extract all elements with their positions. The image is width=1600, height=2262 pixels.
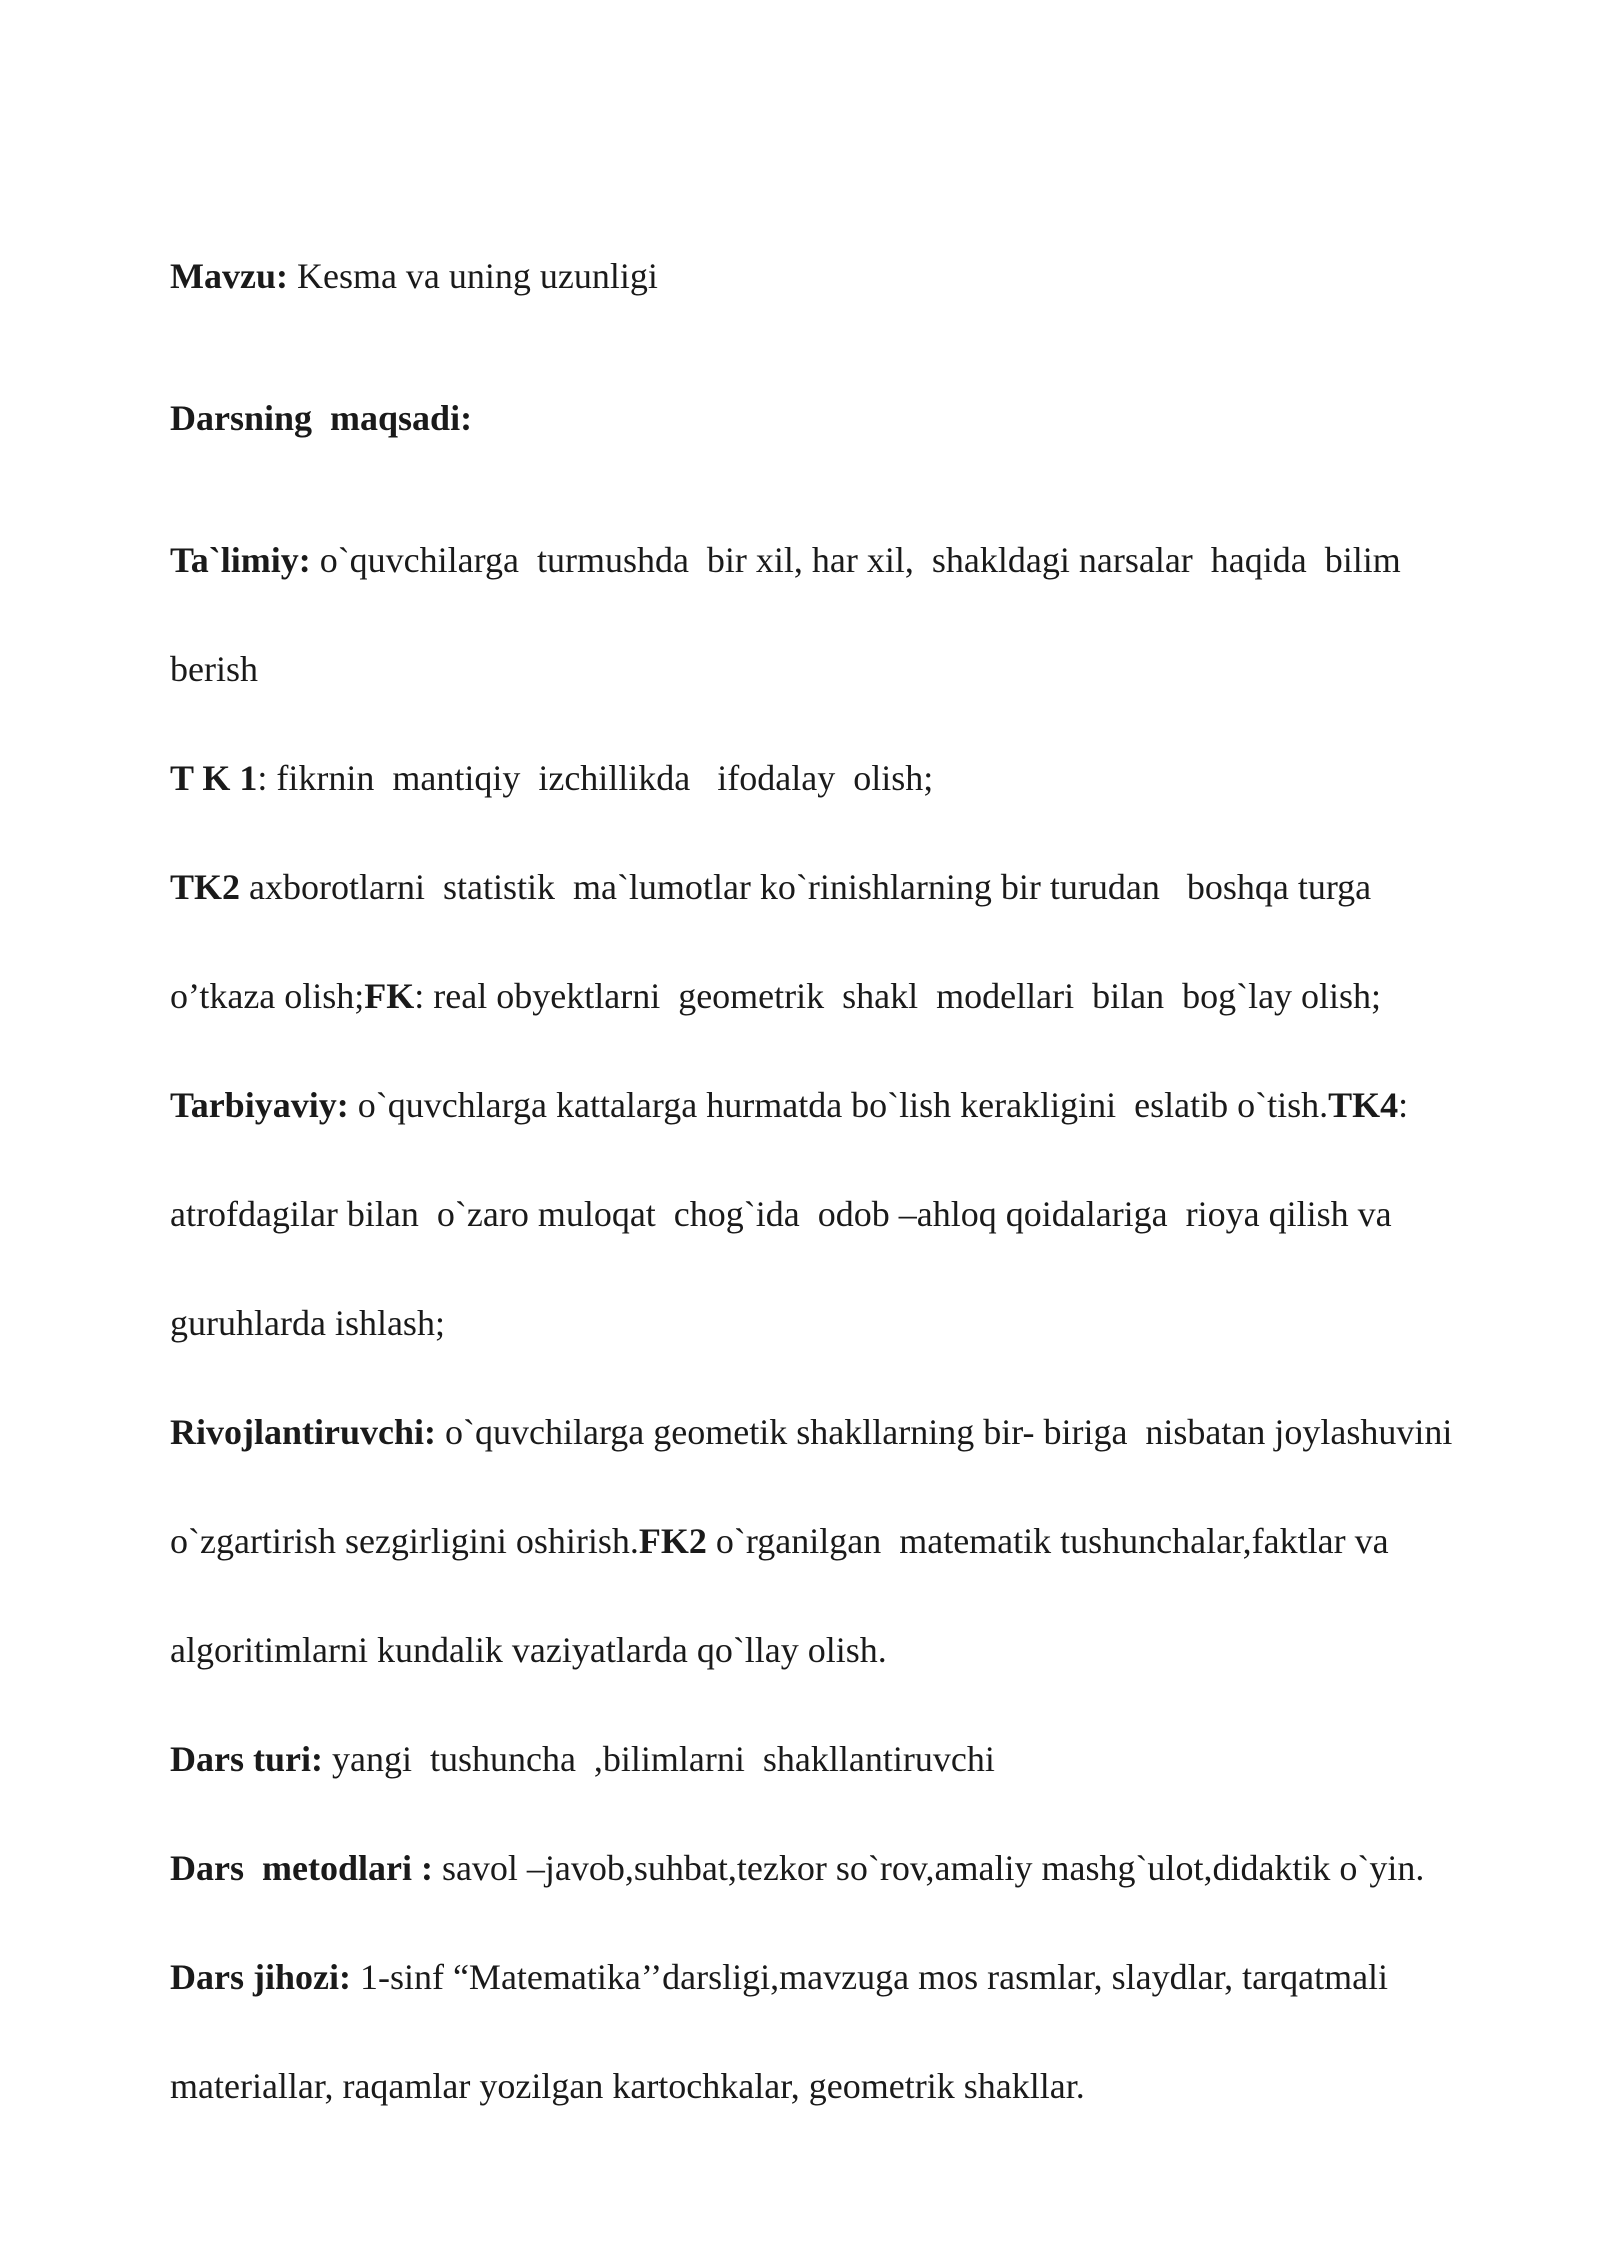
- tk2-text-2: o’tkaza olish;: [170, 976, 365, 1016]
- educational-text-2: berish: [170, 649, 258, 689]
- lesson-equipment-text-1: 1-sinf “Matematika’’darsligi,mavzuga mos rasmlar, slaydlar, tarqatmali: [350, 1957, 1389, 1997]
- lesson-methods-text: savol –javob,suhbat,tezkor so`rov,amaliy mashg`ulot,didaktik o`yin.: [432, 1848, 1425, 1888]
- fk2-label: FK2: [638, 1521, 707, 1561]
- goals-label: Darsning maqsadi:: [170, 398, 473, 438]
- tk4-text-2: guruhlarda ishlash;: [170, 1303, 445, 1343]
- topic-text: Kesma va uning uzunligi: [287, 256, 658, 296]
- fk-text: : real obyektlarni geometrik shakl modellari bilan bog`lay olish;: [414, 976, 1382, 1016]
- tk4-label: TK4: [1328, 1085, 1399, 1125]
- upbringing-text: o`quvchlarga kattalarga hurmatda bo`lish kerakligini eslatib o`tish.: [348, 1085, 1329, 1125]
- developmental-text-1: o`quvchilarga geometik shakllarning bir- biriga nisbatan joylashuvini: [436, 1412, 1453, 1452]
- tk2-text-1: axborotlarni statistik ma`lumotlar ko`rinishlarning bir turudan boshqa turga: [240, 867, 1372, 907]
- topic-line: [134, 210, 658, 342]
- lesson-equipment-line-2: [134, 2020, 1085, 2152]
- lesson-equipment-label: Dars jihozi:: [170, 1957, 351, 1997]
- tk1-text: : fikrnin mantiqiy izchillikda ifodalay olish;: [257, 758, 934, 798]
- tk1-label: T K 1: [170, 758, 258, 798]
- educational-goal-line-1: [134, 494, 1401, 626]
- tk2-label: TK2: [170, 867, 241, 907]
- developmental-text-2: o`zgartirish sezgirligini oshirish.: [170, 1521, 639, 1561]
- lesson-methods-label: Dars metodlari :: [170, 1848, 433, 1888]
- goals-heading: [134, 352, 472, 484]
- lesson-type-text: yangi tushuncha ,bilimlarni shakllantiruvchi: [322, 1739, 995, 1779]
- developmental-label: Rivojlantiruvchi:: [170, 1412, 436, 1452]
- lesson-type-label: Dars turi:: [170, 1739, 323, 1779]
- upbringing-label: Tarbiyaviy:: [170, 1085, 349, 1125]
- tk4-colon: :: [1398, 1085, 1409, 1125]
- fk-label: FK: [364, 976, 415, 1016]
- fk2-text-1: o`rganilgan matematik tushunchalar,faktlar va: [706, 1521, 1389, 1561]
- fk2-text-2: algoritimlarni kundalik vaziyatlarda qo`llay olish.: [170, 1630, 887, 1670]
- topic-label: Mavzu:: [170, 256, 288, 296]
- tk4-text-1: atrofdagilar bilan o`zaro muloqat chog`ida odob –ahloq qoidalariga rioya qilish va: [170, 1194, 1392, 1234]
- lesson-equipment-text-2: materiallar, raqamlar yozilgan kartochkalar, geometrik shakllar.: [170, 2066, 1085, 2106]
- educational-text-1: o`quvchilarga turmushda bir xil, har xil, shakldagi narsalar haqida bilim: [310, 540, 1401, 580]
- educational-label: Ta`limiy:: [170, 540, 311, 580]
